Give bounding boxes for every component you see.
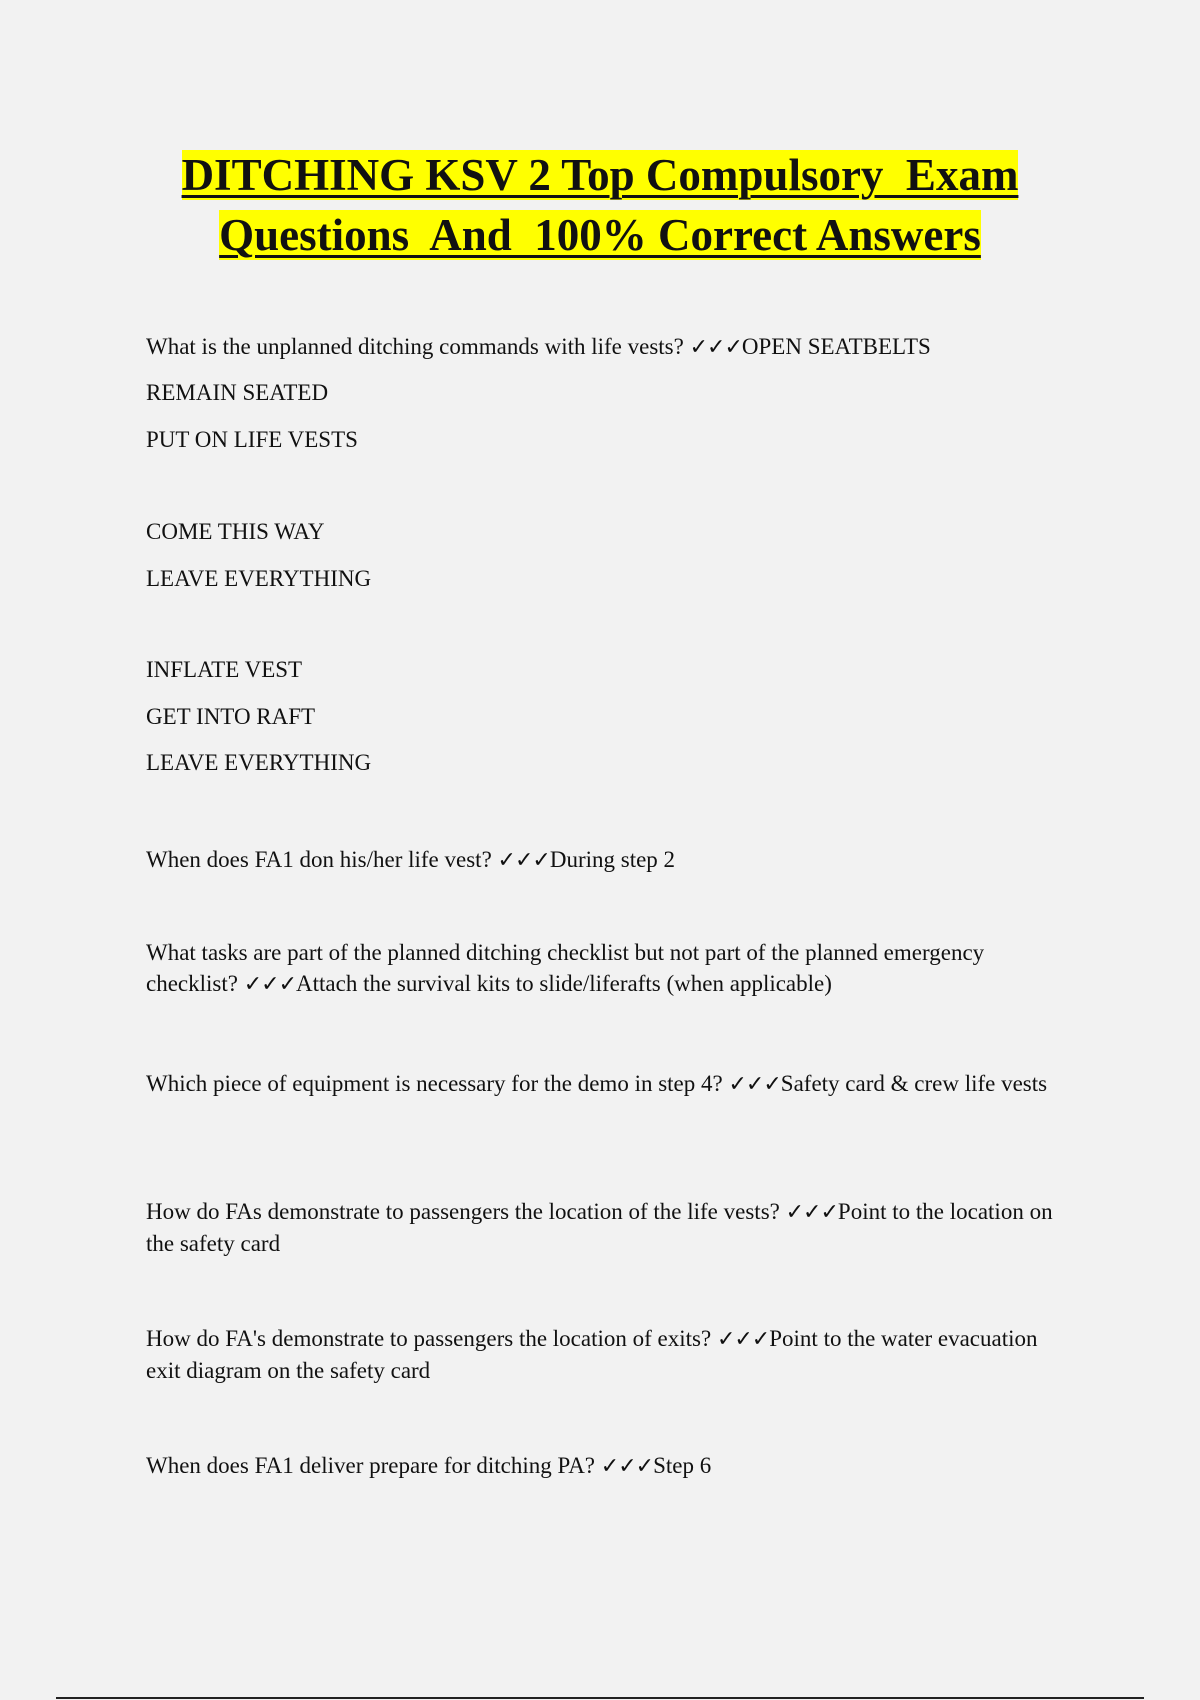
qa-item-2: When does FA1 don his/her life vest? ✓✓✓During step 2 — [146, 847, 676, 873]
qa-item-6: How do FA's demonstrate to passengers the location of exits? ✓✓✓Point to the water evacuation exit diagram on the safety card — [146, 1326, 1038, 1383]
check-marks-icon: ✓✓✓ — [728, 1072, 781, 1097]
title-line-2: Questions And 100% Correct Answers — [219, 210, 981, 260]
qa-item-1-line: REMAIN SEATED — [146, 380, 329, 405]
check-marks-icon: ✓✓✓ — [716, 1327, 770, 1352]
check-marks-icon: ✓✓✓ — [497, 848, 550, 873]
qa-item-7: When does FA1 deliver prepare for ditching PA? ✓✓✓Step 6 — [146, 1453, 712, 1479]
check-marks-icon: ✓✓✓ — [243, 972, 297, 997]
qa-item-1-line: LEAVE EVERYTHING — [146, 750, 372, 775]
qa-item-1-line: COME THIS WAY — [146, 519, 325, 544]
document-title — [100, 145, 1100, 265]
qa-item-4: Which piece of equipment is necessary for the demo in step 4? ✓✓✓Safety card & crew life vests — [146, 1071, 1048, 1097]
footer-divider — [56, 1697, 1144, 1699]
check-marks-icon: ✓✓✓ — [600, 1454, 654, 1479]
check-marks-icon: ✓✓✓ — [785, 1200, 838, 1225]
qa-item-1-line: LEAVE EVERYTHING — [146, 566, 372, 591]
qa-item-1-line: PUT ON LIFE VESTS — [146, 427, 358, 452]
qa-item-1-line: GET INTO RAFT — [146, 704, 316, 729]
qa-item-3: What tasks are part of the planned ditching checklist but not part of the planned emergency checklist? ✓✓✓Attach the survival kits to slide/liferafts (when applicable) — [146, 940, 985, 997]
qa-item-1-question: What is the unplanned ditching commands with life vests? ✓✓✓OPEN SEATBELTS — [146, 334, 931, 360]
qa-item-5: How do FAs demonstrate to passengers the location of the life vests? ✓✓✓Point to the location on the safety card — [146, 1199, 1053, 1256]
qa-item-1-line: INFLATE VEST — [146, 657, 303, 682]
title-line-1: DITCHING KSV 2 Top Compulsory Exam — [181, 150, 1019, 200]
check-marks-icon: ✓✓✓ — [689, 335, 742, 360]
